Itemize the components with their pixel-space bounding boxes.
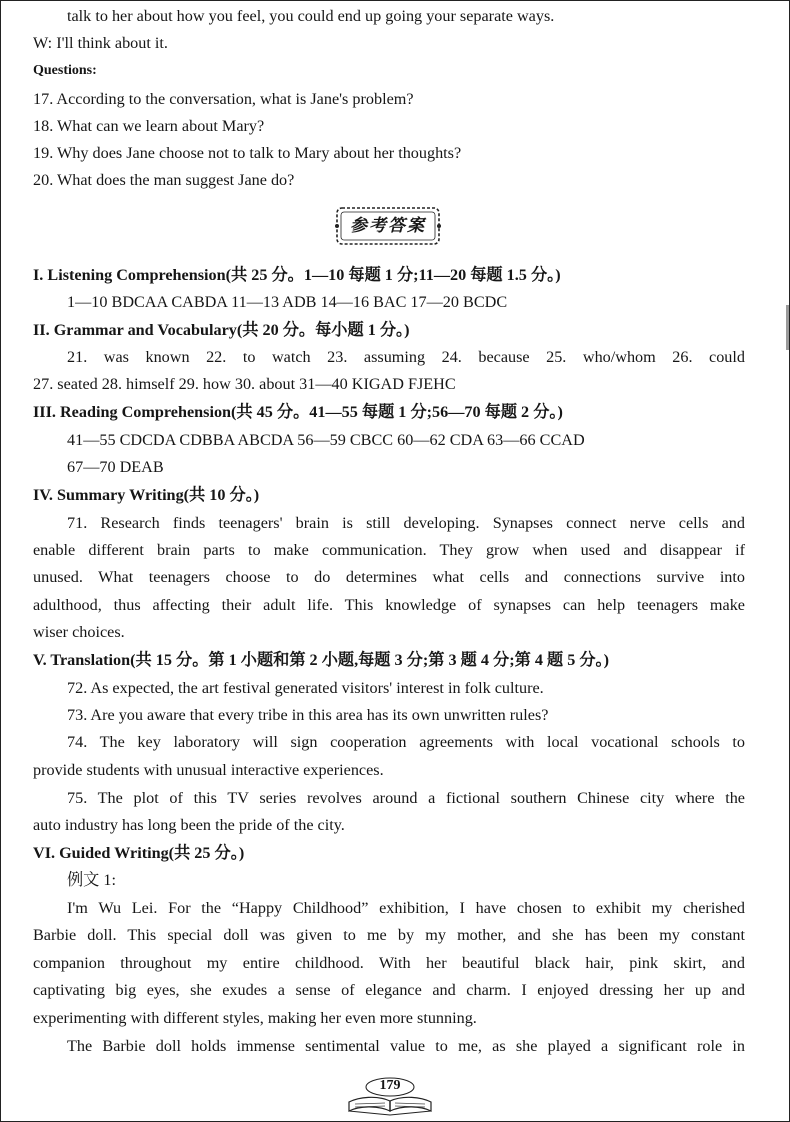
essay-line: companion throughout my entire childhood. With her beautiful black hair, pink skirt, and: [33, 954, 745, 972]
answer-line: 21. was known 22. to watch 23. assuming 24. because 25. who/whom 26. could: [67, 348, 745, 366]
essay-line: I'm Wu Lei. For the “Happy Childhood” exhibition, I have chosen to exhibit my cherished: [67, 899, 745, 917]
page-number: 179: [379, 1078, 401, 1093]
summary-line: unused. What teenagers choose to do determines what cells and connections survive into: [33, 568, 745, 586]
summary-line: 71. Research finds teenagers' brain is still developing. Synapses connect nerve cells and: [67, 514, 745, 532]
sample-label: 例文 1:: [67, 871, 117, 889]
translation-line: 75. The plot of this TV series revolves around a fictional southern Chinese city where the: [67, 789, 745, 807]
answer-line: 1—10 BDCAA CABDA 11—13 ADB 14—16 BAC 17—20 BCDC: [67, 293, 508, 311]
translation-line: 73. Are you aware that every tribe in this area has its own unwritten rules?: [67, 706, 549, 724]
summary-line: adulthood, thus affecting their adult life. This knowledge of synapses can help teenagers make: [33, 596, 745, 614]
answer-line: 67—70 DEAB: [67, 458, 164, 476]
section-title: II. Grammar and Vocabulary(共 20 分。每小题 1 分。): [33, 321, 410, 339]
question-item: 20. What does the man suggest Jane do?: [33, 171, 295, 189]
scrollbar-thumb[interactable]: [786, 305, 789, 350]
answer-line: 41—55 CDCDA CDBBA ABCDA 56—59 CBCC 60—62 CDA 63—66 CCAD: [67, 431, 585, 449]
section-title: V. Translation(共 15 分。第 1 小题和第 2 小题,每题 3 分;第 3 题 4 分;第 4 题 5 分。): [33, 651, 610, 669]
question-item: 19. Why does Jane choose not to talk to Mary about her thoughts?: [33, 144, 462, 162]
summary-line: wiser choices.: [33, 623, 125, 641]
essay-line: captivating big eyes, she exudes a sense of elegance and charm. I enjoyed dressing her up and: [33, 981, 745, 999]
summary-line: enable different brain parts to make communication. They grow when used and disappear if: [33, 541, 745, 559]
page-footer: [345, 1075, 435, 1117]
section-title: I. Listening Comprehension(共 25 分。1—10 每题 1 分;11—20 每题 1.5 分。): [33, 266, 561, 284]
translation-line: 72. As expected, the art festival generated visitors' interest in folk culture.: [67, 679, 544, 697]
dialogue-line: W: I'll think about it.: [33, 34, 168, 52]
translation-line: provide students with unusual interactive experiences.: [33, 761, 384, 779]
section-title: VI. Guided Writing(共 25 分。): [33, 844, 245, 862]
answer-line: 27. seated 28. himself 29. how 30. about 31—40 KIGAD FJEHC: [33, 375, 456, 393]
section-title: IV. Summary Writing(共 10 分。): [33, 486, 260, 504]
answer-key-seal: [334, 205, 442, 247]
section-title: III. Reading Comprehension(共 45 分。41—55 每题 1 分;56—70 每题 2 分。): [33, 403, 563, 421]
question-item: 18. What can we learn about Mary?: [33, 117, 265, 135]
essay-line: experimenting with different styles, making her even more stunning.: [33, 1009, 477, 1027]
essay-line: Barbie doll. This special doll was given to me by my mother, and she has been my constant: [33, 926, 745, 944]
translation-line: auto industry has long been the pride of the city.: [33, 816, 345, 834]
translation-line: 74. The key laboratory will sign cooperation agreements with local vocational schools to: [67, 733, 745, 751]
question-item: 17. According to the conversation, what is Jane's problem?: [33, 90, 414, 108]
seal-title: 参考答案: [350, 216, 426, 235]
dialogue-line: talk to her about how you feel, you could end up going your separate ways.: [67, 7, 555, 25]
questions-heading: Questions:: [33, 63, 97, 78]
essay-line: The Barbie doll holds immense sentimental value to me, as she played a significant role in: [67, 1037, 745, 1055]
